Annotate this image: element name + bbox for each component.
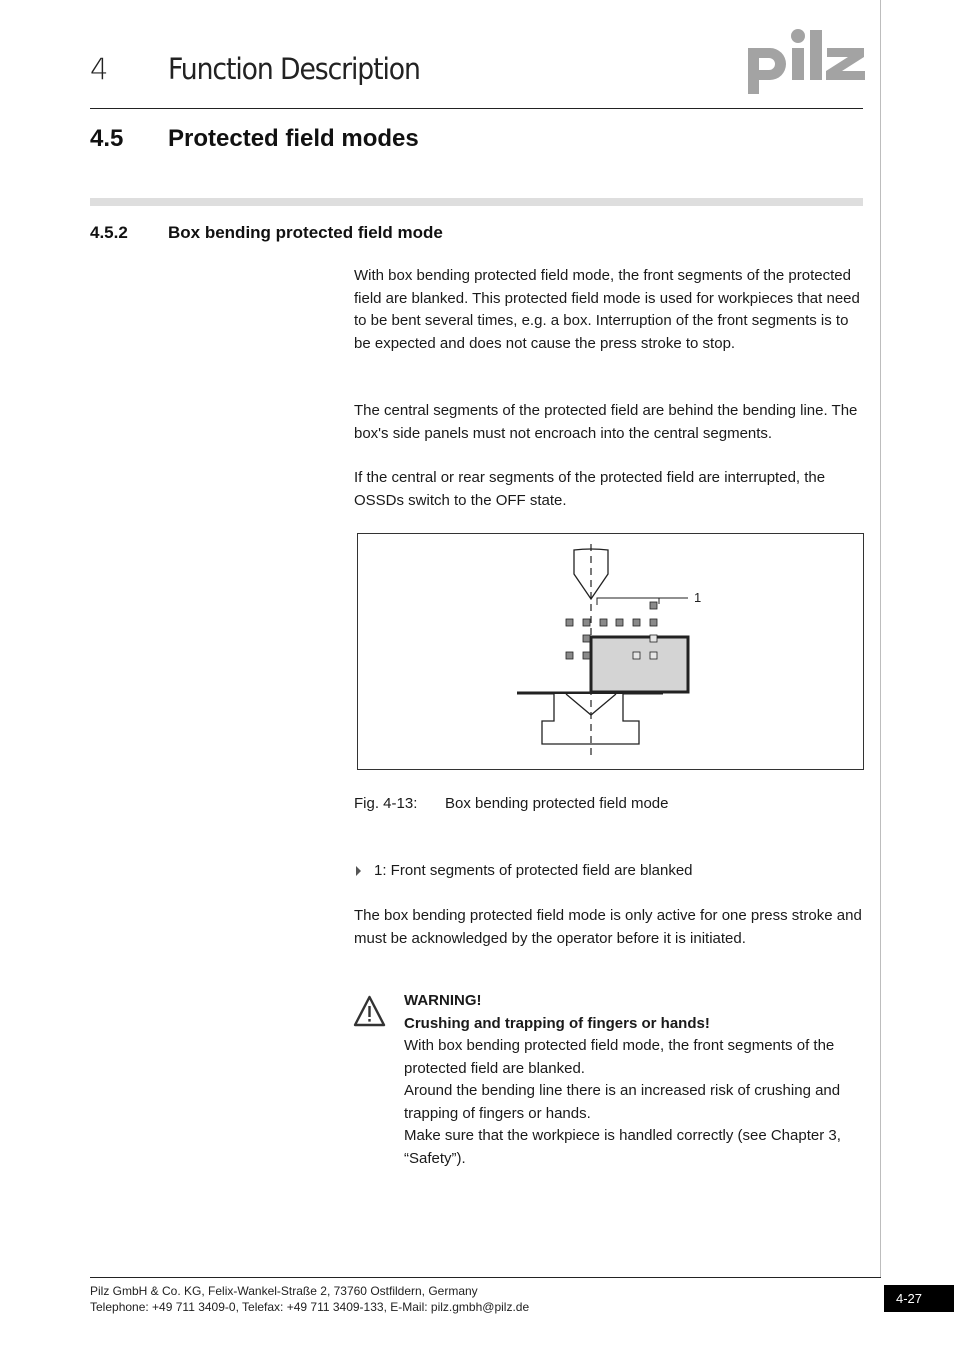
press-brake-diagram	[358, 534, 863, 769]
section-title: Protected field modes	[168, 125, 419, 152]
warning-line: With box bending protected field mode, the front segments of the protected field are blanked.	[404, 1037, 835, 1077]
warning-triangle-icon	[352, 994, 387, 1028]
footer-address: Pilz GmbH & Co. KG, Felix-Wankel-Straße 2, 73760 Ostfildern, Germany Telephone: +49 711 3409-0, Telefax: +49 711 3409-133, E-Mail: pilz.gmbh@pilz.de	[90, 1284, 530, 1314]
body-paragraph-3: If the central or rear segments of the protected field are interrupted, the OSSDs switch to the OFF state.	[354, 469, 826, 509]
right-margin-rule	[880, 0, 881, 1277]
subsection-number: 4.5.2	[90, 223, 128, 242]
section-divider-bar	[90, 198, 863, 206]
chapter-title: Function Description	[168, 52, 420, 86]
body-paragraph-1: With box bending protected field mode, the front segments of the protected field are blanked. This protected field mode is used for workpieces that need to be bent several times, e.g. a box. Interruption of the front segments is to be expected and does not cause the press stroke to stop.	[354, 267, 860, 352]
figure-box-bending	[357, 533, 864, 770]
subsection-title: Box bending protected field mode	[168, 223, 443, 242]
section-number: 4.5	[90, 125, 124, 152]
callout-label: 1	[694, 590, 702, 605]
legend-item: 1: Front segments of protected field are blanked	[354, 862, 693, 879]
bullet-triangle-icon	[356, 866, 361, 876]
header-rule	[90, 108, 863, 109]
warning-title: WARNING!	[404, 992, 482, 1009]
note-paragraph: The box bending protected field mode is only active for one press stroke and must be acknowledged by the operator before it is initiated.	[354, 907, 862, 947]
pilz-logo	[748, 26, 866, 96]
workpiece-box	[591, 637, 688, 692]
body-paragraph-2: The central segments of the protected field are behind the bending line. The box's side panels must not encroach into the central segments.	[354, 402, 858, 442]
figure-caption-label: Fig. 4-13:	[354, 795, 418, 812]
page-number-badge: 4-27	[884, 1285, 954, 1312]
warning-line: Make sure that the workpiece is handled correctly (see Chapter 3, “Safety”).	[404, 1127, 841, 1167]
warning-block	[404, 990, 864, 1170]
figure-caption-text: Box bending protected field mode	[445, 795, 669, 812]
warning-subtitle: Crushing and trapping of fingers or hands!	[404, 1014, 710, 1032]
chapter-number: 4	[90, 52, 108, 86]
warning-line: Around the bending line there is an increased risk of crushing and trapping of fingers or hands.	[404, 1082, 841, 1122]
footer-rule	[90, 1277, 881, 1278]
